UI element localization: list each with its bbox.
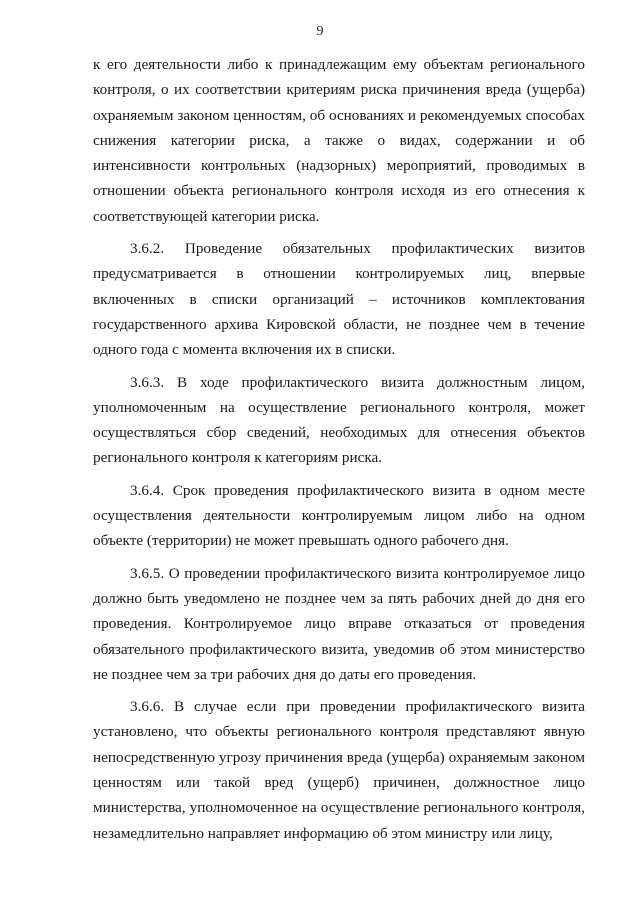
paragraph-3-6-2: 3.6.2. Проведение обязательных профилактических визитов предусматривается в отношении контролируемых лиц, впервые включенных в списки организаций – источников комплектования государственного архива Кировской области, не позднее чем в течение одного года с момента включения их в списки.	[93, 240, 585, 359]
paragraph-3-6-6: 3.6.6. В случае если при проведении профилактического визита установлено, что объекты регионального контроля представляют явную непосредственную угрозу причинения вреда (ущерба) охраняемым законом ценностям или такой вред (ущерб) причинен, должностное лицо министерства, уполномоченное на осуществление регионального контроля, незамедлительно направляет информацию об этом министру или лицу,	[93, 698, 585, 842]
paragraph-3-6-4: 3.6.4. Срок проведения профилактического визита в одном месте осуществления деятельности контролируемым лицом либо на одном объекте (территории) не может превышать одного рабочего дня.	[93, 481, 585, 550]
page-number: 9	[316, 24, 324, 39]
document-body	[93, 52, 585, 846]
paragraph-3-6-3: 3.6.3. В ходе профилактического визита должностным лицом, уполномоченным на осуществление регионального контроля, может осуществляться сбор сведений, необходимых для отнесения объектов регионального контроля к категориям риска.	[93, 373, 585, 467]
paragraph-continuation: к его деятельности либо к принадлежащим ему объектам регионального контроля, о их соответствии критериям риска причинения вреда (ущерба) охраняемым законом ценностям, об основаниях и рекомендуемых способах снижения категории риска, а также о видах, содержании и об интенсивности контрольных (надзорных) мероприятий, проводимых в отношении объекта регионального контроля исходя из его отнесения к соответствующей категории риска.	[93, 56, 585, 225]
paragraph-3-6-5: 3.6.5. О проведении профилактического визита контролируемое лицо должно быть уведомлено не позднее чем за пять рабочих дней до дня его проведения. Контролируемое лицо вправе отказаться от проведения обязательного профилактического визита, уведомив об этом министерство не позднее чем за три рабочих дня до даты его проведения.	[93, 564, 585, 683]
